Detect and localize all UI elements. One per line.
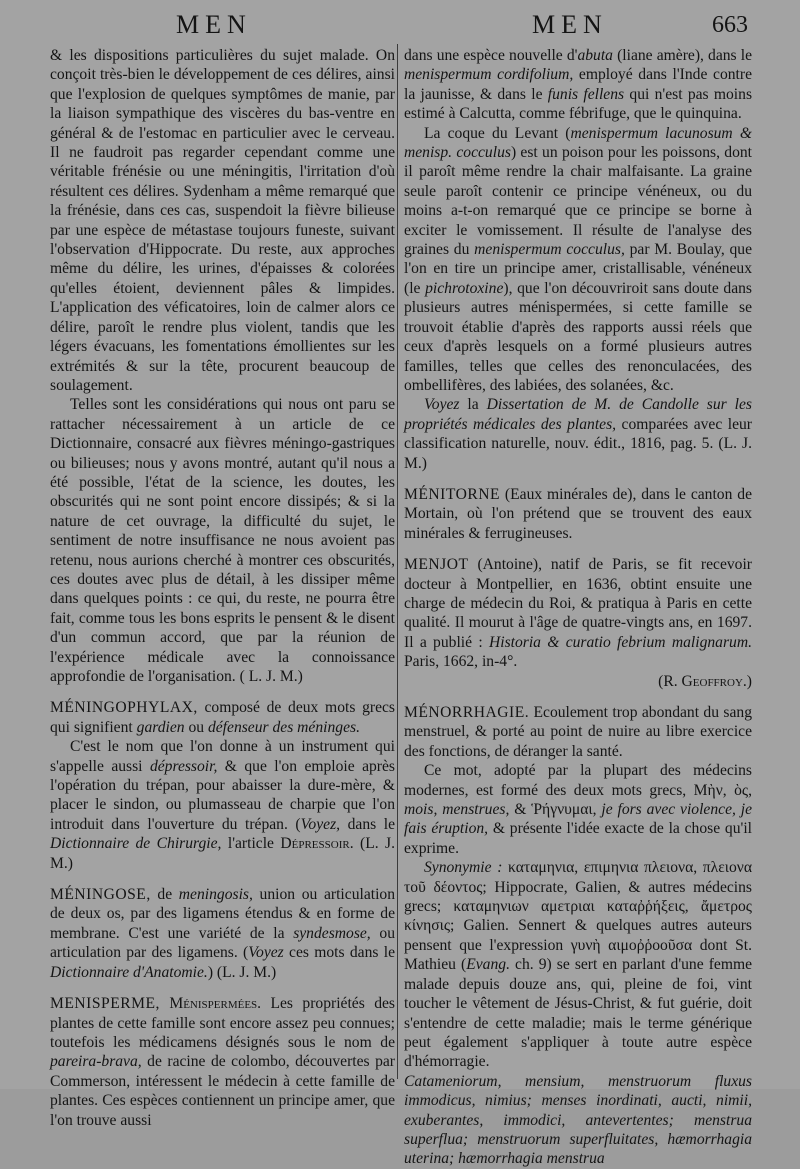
- entry-meningophylax: MÉNINGOPHYLAX, composé de deux mots grecs qui signifient gardien ou défenseur des méninges.: [50, 699, 395, 736]
- left-column: [50, 46, 395, 1130]
- headword-menitorne: MÉNITORNE: [404, 485, 501, 503]
- entry-menorrhagie: MÉNORRHAGIE. Ecoulement trop abondant du sang menstruel, & porté au point de nuire au libre exercice des fonctions, de déranger la santé.: [404, 704, 752, 760]
- headword-menjot: MENJOT: [404, 556, 469, 574]
- headword-meningophylax: MÉNINGOPHYLAX,: [50, 699, 198, 717]
- running-head: [0, 10, 800, 44]
- right-column: [404, 46, 752, 1169]
- running-head-right: MEN: [532, 10, 608, 39]
- entry-menisperme: MENISPERME, Ménispermées. Les propriétés des plantes de cette famille sont encore assez peu connues; toutefois les médicamens désignés sous le nom de pareira-brava, de racine de colombo, découvertes par Commerson, intéressent le médecin à cette famille de plantes. Ces espèces contiennent un principe amer, que l'on trouve aussi: [50, 995, 395, 1129]
- entry-menitorne: MÉNITORNE (Eaux minérales de), dans le canton de Mortain, où l'on prétend que se trouvent des eaux minérales & ferrugineuses.: [404, 485, 752, 542]
- paragraph-candolle-ref: Voyez la Dissertation de M. de Candolle sur les propriétés médicales des plantes, comparées avec leur classification naturelle, nouv. édit., 1816, pag. 5. (L. J. M.): [404, 396, 752, 472]
- paragraph-synonymie: Synonymie : καταμηνια, επιμηνια πλειονα, πλειονα τοῦ δέοντος; Hippocrate, Galien, & autres médecins grecs; καταμηνιων αμετριαι καταῤῥήξεις, ἄμετρος κίνησις; Galien. Sennert & quelques autres auteurs pensent que l'expression γυνὴ αιμοῤῥοοῦσα dont St. Mathieu (Evang. ch. 9) se sert en parlant d'une femme malade depuis douze ans, qui, pleine de foi, vint toucher le vêtement de Jésus-Christ, & fut guérie, doit s'entendre de cette maladie; mais le terme générique peut également s'appliquer à toute autre espèce d'hémorragie.: [404, 859, 753, 1071]
- headword-menisperme: MENISPERME,: [50, 995, 160, 1013]
- paragraph-meningophylax-body: C'est le nom que l'on donne à un instrument qui s'appelle aussi dépressoir, & que l'on emploie après l'opération du trépan, pour abaisser la dure-mère, & placer le sindon, ou plumasseau de charpie que l'on introduit dans l'ouverture du trépan. (Voyez, dans le Dictionnaire de Chirurgie, l'article Dépressoir. (L. J. M.): [50, 738, 396, 872]
- paragraph-coque-du-levant: La coque du Levant (menispermum lacunosum & menisp. cocculus) est un poison pour les poissons, dont il paroît même rendre la chair malfaisante. La graine seule paroît contenir ce principe vénéneux, ou du moins a-t-on remarqué que ce principe se borne à exciter le vomissement. Il résulte de l'analyse des graines du menispermum cocculus, par M. Boulay, que l'on en tire un principe amer, cristallisable, vénéneux (le pichrotoxine), que l'on découvriroit sans doute dans plusieurs autres ménispermées, si cette famille se trouvoit établie d'après des rapports aussi réels que ceux d'après lesquels on a formé plusieurs autres familles, telles que celles des renonculacées, des ombellifères, des labiées, des solanées, &c.: [404, 124, 753, 394]
- paragraph-menisperme-cont: dans une espèce nouvelle d'abuta (liane amère), dans le menispermum cordifolium, employé dans l'Inde contre la jaunisse, & dans le funis fellens qui n'est pas moins estimé à Calcutta, comme fébrifuge, que le quinquina.: [404, 47, 753, 123]
- paragraph-etymology: Ce mot, adopté par la plupart des médecins modernes, est formé des deux mots grecs, Μὴν, ὸς, mois, menstrues, & Ῥήγνυμαι, je fors avec violence, je fais éruption, & présente l'idée exacte de la chose qu'il exprime.: [404, 762, 753, 857]
- page-number: 663: [712, 12, 748, 38]
- running-head-left: MEN: [176, 10, 252, 39]
- paragraph-end-bilieuse: & les dispositions particulières du sujet malade. On conçoit très-bien le développement de ces délires, ainsi que l'explosion de quelques symptômes de manie, par la liaison sympathique des viscères du bas-ventre en général & de l'estomac en particulier avec le cerveau. Il ne faudroit pas regarder cependant comme une véritable frénésie ou une méningitis, l'irritation d'où résultent ces délires. Sydenham a même remarqué que la frénésie, dans ces cas, suspendoit la fièvre bilieuse par une espèce de métastase toujours funeste, suivant l'observation d'Hippocrate. Du reste, aux approches même du délire, les urines, d'épaisses & colorées qu'elles étoient, deviennent pâles & limpides. L'application des véficatoires, loin de calmer alors ce délire, paroît le rendre plus violent, tandis que les légers évacuans, les fomentations émollientes sur les extrémités & sur la tête, procurent beaucoup de soulagement.: [50, 47, 395, 394]
- paragraph-considerations: Telles sont les considérations qui nous ont paru se rattacher nécessairement à un article de ce Dictionnaire, consacré aux fièvres méningo-gastriques ou bilieuses; nous y avons montré, autant qu'il nous a été possible, l'état de la science, les doutes, les obscurités qui ne sont point encore dissipés; & si la nature de cet ouvrage, la difficulté du sujet, le sentiment de notre insuffisance ne nous avoient pas retenu, nous aurions cherché à montrer ces obscurités, ces doutes avec plus de détail, à les dissiper même dans quelques points : ce qui, du reste, ne pourra être fait, comme tous les bons esprits le pensent & le disent d'un commun accord, que par la réunion de l'expérience médicale avec la connoissance approfondie de l'organisation. ( L. J. M.): [50, 396, 395, 685]
- entry-meningose: MÉNINGOSE, de meningosis, union ou articulation de deux os, par des ligamens étendus & en forme de membrane. C'est une variété de la syndesmose, ou articulation par des ligamens. (Voyez ces mots dans le Dictionnaire d'Anatomie.) (L. J. M.): [50, 886, 395, 981]
- signature-geoffroy: (R. Geoffroy.): [658, 672, 752, 690]
- headword-menorrhagie: MÉNORRHAGIE.: [404, 704, 530, 721]
- paragraph-latin-synonyms: Catameniorum, mensium, menstruorum fluxus immodicus, nimius; menses inordinati, aucti, nimii, exuberantes, immodici, antevertentes; menstrua superflua; menstruorum superfluitates, hæmorrhagia uterina; hæmorrhagia menstrua: [404, 1072, 752, 1168]
- entry-menjot: MENJOT (Antoine), natif de Paris, se fit recevoir docteur à Montpellier, en 1636, obtint ensuite une charge de médecin du Roi, & pratiqua à Paris en cette qualité. Il mourut à l'âge de quatre-vingts ans, en 1697. Il a publié : Historia & curatio febrium malignarum. Paris, 1662, in-4°.: [404, 556, 752, 671]
- column-divider: [397, 44, 398, 1079]
- headword-meningose: MÉNINGOSE,: [50, 886, 151, 904]
